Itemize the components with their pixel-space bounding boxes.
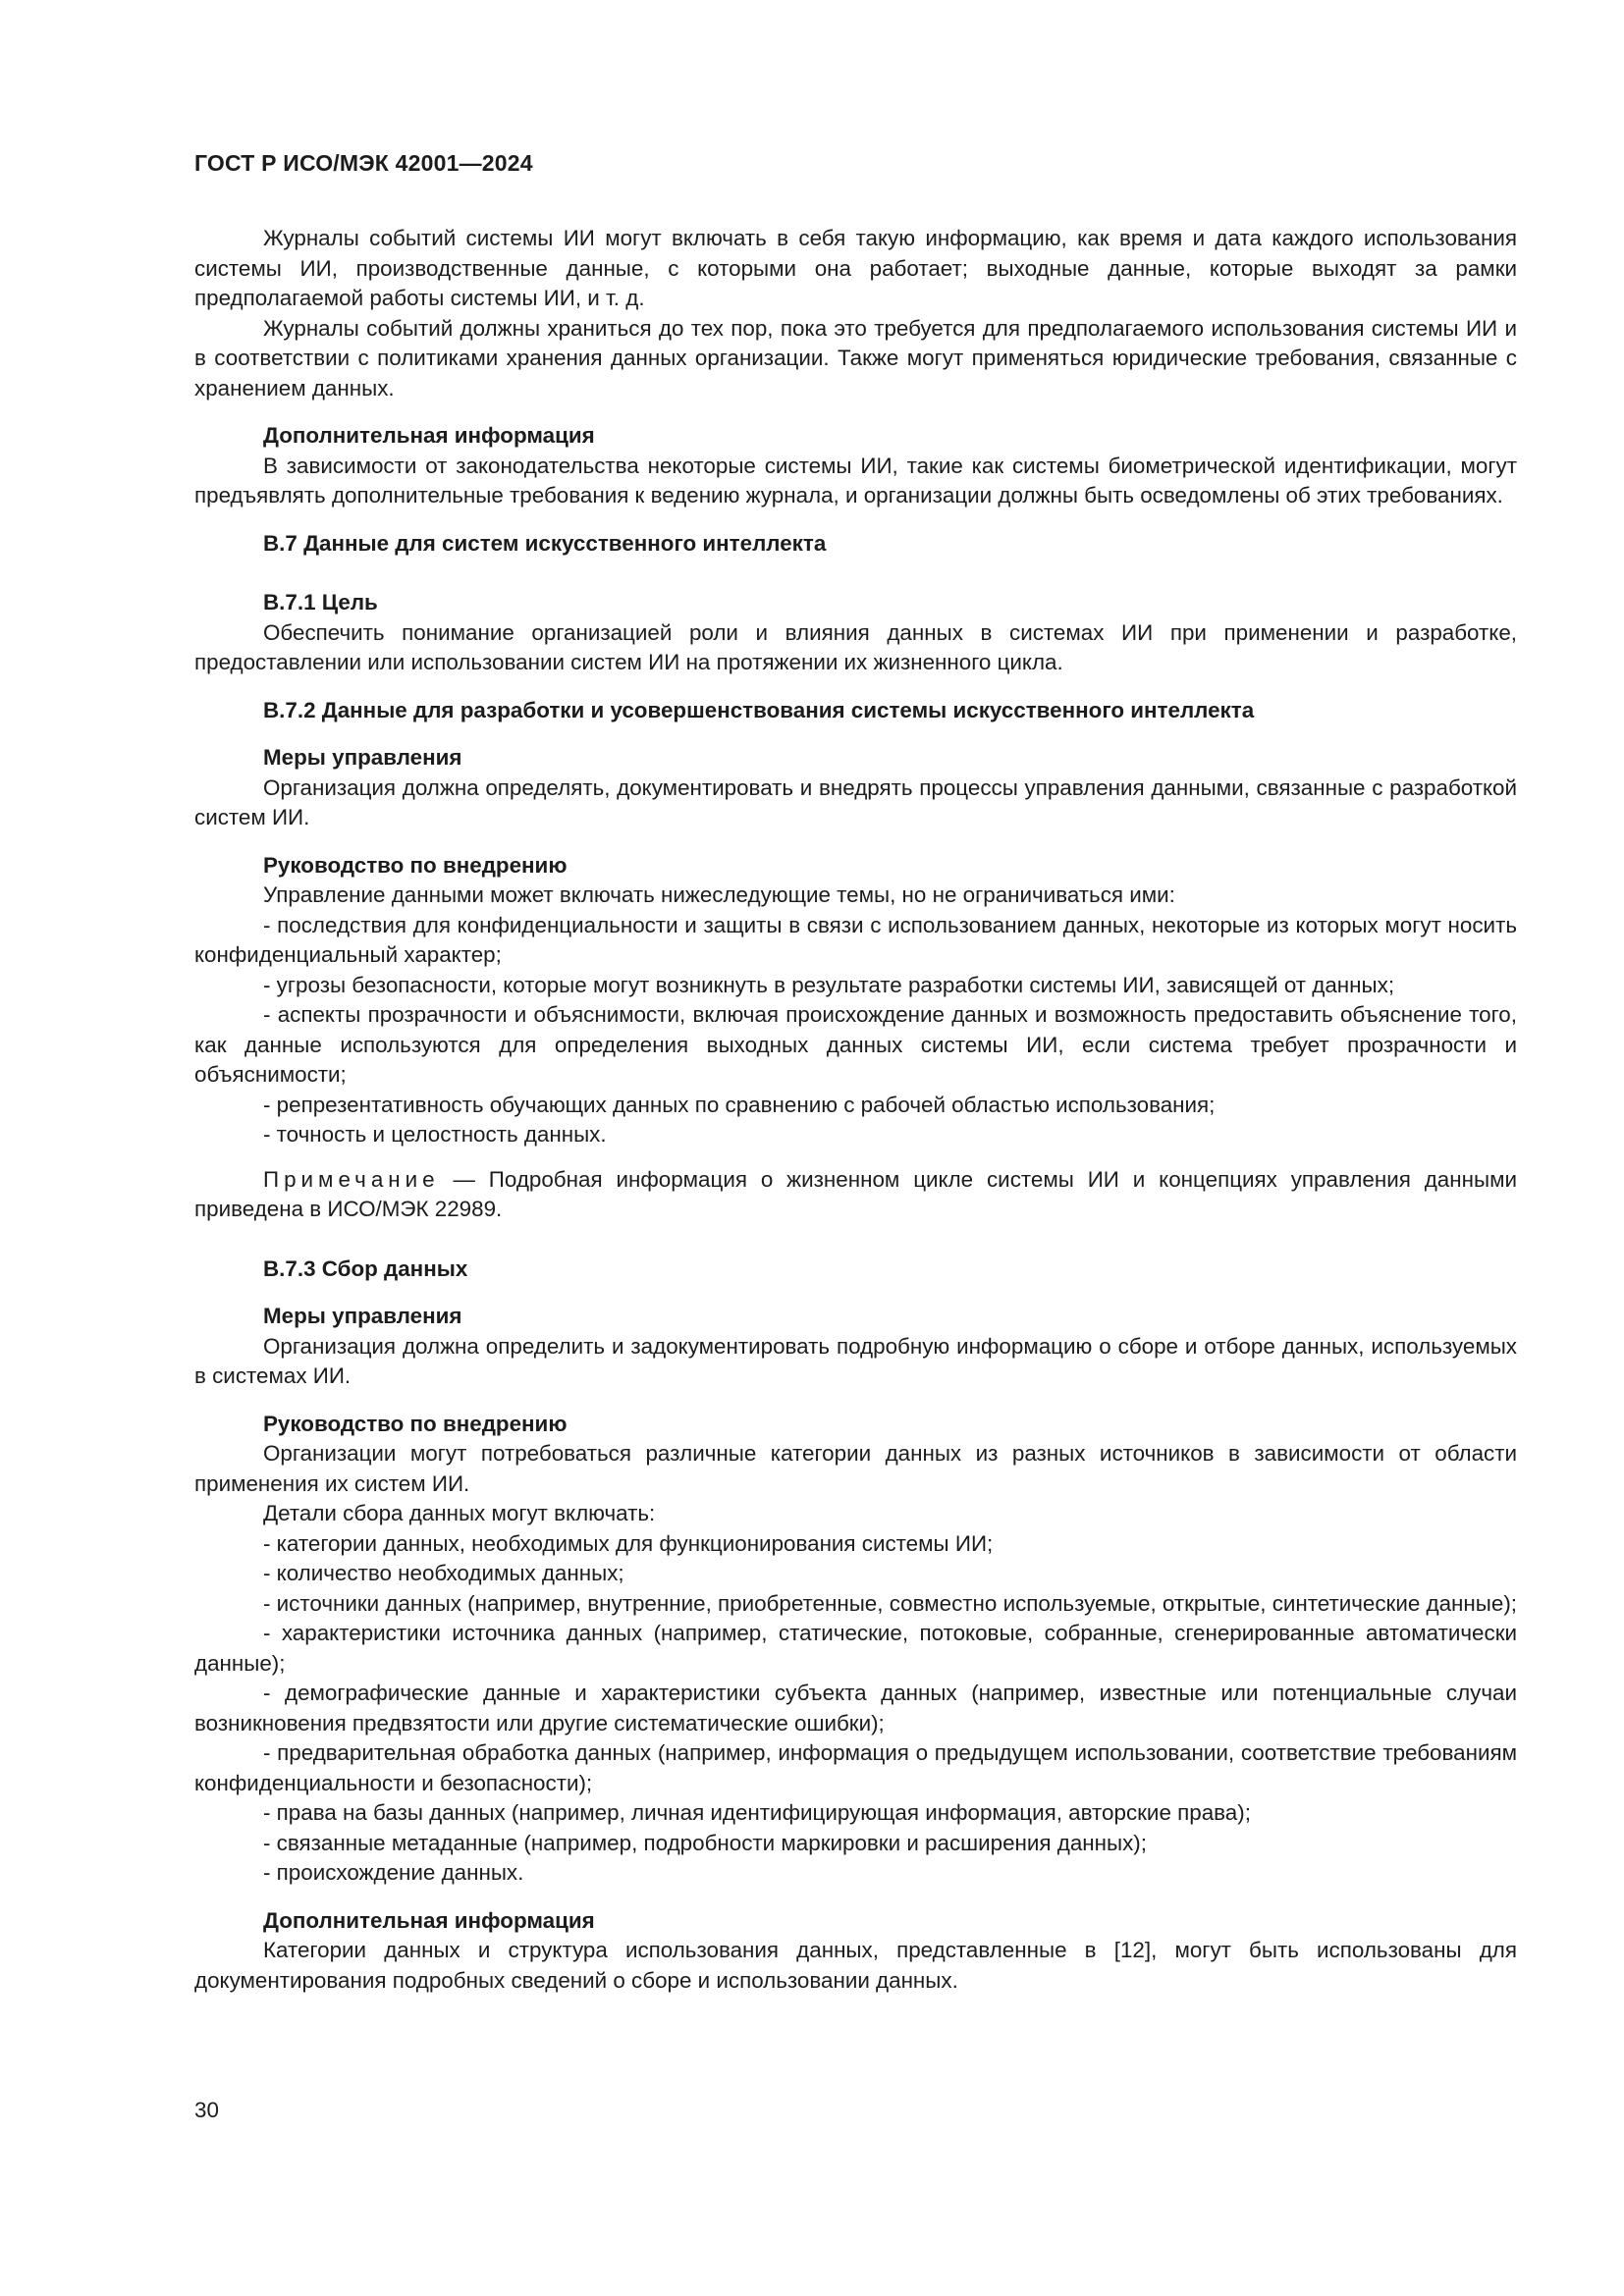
list-item: - количество необходимых данных; bbox=[263, 1561, 624, 1585]
paragraph: Детали сбора данных могут включать: bbox=[263, 1501, 656, 1525]
paragraph: Обеспечить понимание организацией роли и влияния данных в системах ИИ при применении и разработке, предоставлении или использовании систем ИИ на протяжении их жизненного цикла. bbox=[194, 619, 1517, 674]
subheading: Меры управления bbox=[263, 745, 462, 770]
list-item: - права на базы данных (например, личная идентифицирующая информация, авторские права); bbox=[263, 1800, 1251, 1825]
list-item: - происхождение данных. bbox=[263, 1860, 524, 1885]
list-item: - точность и целостность данных. bbox=[263, 1122, 607, 1147]
paragraph: Организация должна определить и задокументировать подробную информацию о сборе и отборе данных, используемых в системах ИИ. bbox=[194, 1333, 1517, 1388]
document-header: ГОСТ Р ИСО/МЭК 42001—2024 bbox=[194, 150, 533, 176]
section-heading: Дополнительная информация bbox=[263, 423, 595, 448]
section-heading: В.7 Данные для систем искусственного интеллекта bbox=[263, 530, 827, 556]
subheading: Меры управления bbox=[263, 1304, 462, 1328]
list-item: - угрозы безопасности, которые могут возникнуть в результате разработки системы ИИ, зависящей от данных; bbox=[263, 972, 1395, 997]
list-item: - предварительная обработка данных (например, информация о предыдущем использовании, соответствие требованиям конфиденциальности и безопасности); bbox=[194, 1740, 1517, 1795]
paragraph: Организации могут потребоваться различные категории данных из разных источников в зависимости от области применения их систем ИИ. bbox=[194, 1441, 1517, 1496]
paragraph: Организация должна определять, документировать и внедрять процессы управления данными, связанные с разработкой систем ИИ. bbox=[194, 774, 1517, 829]
paragraph: Журналы событий системы ИИ могут включать в себя такую информацию, как время и дата каждого использования системы ИИ, производственные данные, с которыми она работает; выходные данные, которые выходят за рамки предполагаемой работы системы ИИ, и т. д. bbox=[194, 226, 1517, 310]
note-label: Примечание bbox=[263, 1166, 440, 1192]
paragraph: Категории данных и структура использования данных, представленные в [12], могут быть использованы для документирования подробных сведений о сборе и использовании данных. bbox=[194, 1938, 1517, 1993]
paragraph: В зависимости от законодательства некоторые системы ИИ, такие как системы биометрической идентификации, могут предъявлять дополнительные требования к ведению журнала, и организации должны быть осведомлены об этих требованиях. bbox=[194, 453, 1517, 507]
note-text: — Подробная информация о жизненном цикле системы ИИ и концепциях управления данными приведена в ИСО/МЭК 22989. bbox=[194, 1166, 1517, 1221]
list-item: - связанные метаданные (например, подробности маркировки и расширения данных); bbox=[263, 1830, 1147, 1855]
list-item: - категории данных, необходимых для функционирования системы ИИ; bbox=[263, 1530, 994, 1556]
paragraph: Журналы событий должны храниться до тех пор, пока это требуется для предполагаемого использования системы ИИ и в соответствии с политиками хранения данных организации. Также могут применяться юридические требования, связанные с хранением данных. bbox=[194, 315, 1517, 400]
section-heading: В.7.2 Данные для разработки и усовершенствования системы искусственного интеллекта bbox=[263, 697, 1255, 722]
paragraph: Управление данными может включать нижеследующие темы, но не ограничиваться ими: bbox=[263, 882, 1175, 907]
section-heading: В.7.3 Сбор данных bbox=[263, 1255, 468, 1281]
note bbox=[194, 1165, 1517, 1225]
subheading: Руководство по внедрению bbox=[263, 852, 568, 878]
subheading: Руководство по внедрению bbox=[263, 1411, 568, 1436]
list-item: - последствия для конфиденциальности и защиты в связи с использованием данных, некоторые из которых могут носить конфиденциальный характер; bbox=[194, 912, 1517, 967]
page-number: 30 bbox=[194, 2098, 219, 2122]
section-heading: В.7.1 Цель bbox=[263, 590, 378, 614]
document-body bbox=[194, 224, 1517, 1996]
list-item: - репрезентативность обучающих данных по сравнению с рабочей областью использования; bbox=[263, 1092, 1216, 1117]
list-item: - характеристики источника данных (например, статические, потоковые, собранные, сгенерированные автоматически данные); bbox=[194, 1621, 1517, 1676]
subheading: Дополнительная информация bbox=[263, 1907, 595, 1933]
list-item: - демографические данные и характеристики субъекта данных (например, известные или потенциальные случаи возникновения предвзятости или другие систематические ошибки); bbox=[194, 1681, 1517, 1735]
list-item: - источники данных (например, внутренние, приобретенные, совместно используемые, открытые, синтетические данные); bbox=[263, 1590, 1517, 1616]
list-item: - аспекты прозрачности и объяснимости, включая происхождение данных и возможность предоставить объяснение того, как данные используются для определения выходных данных системы ИИ, если система требует прозрачности и объяснимости; bbox=[194, 1002, 1517, 1087]
